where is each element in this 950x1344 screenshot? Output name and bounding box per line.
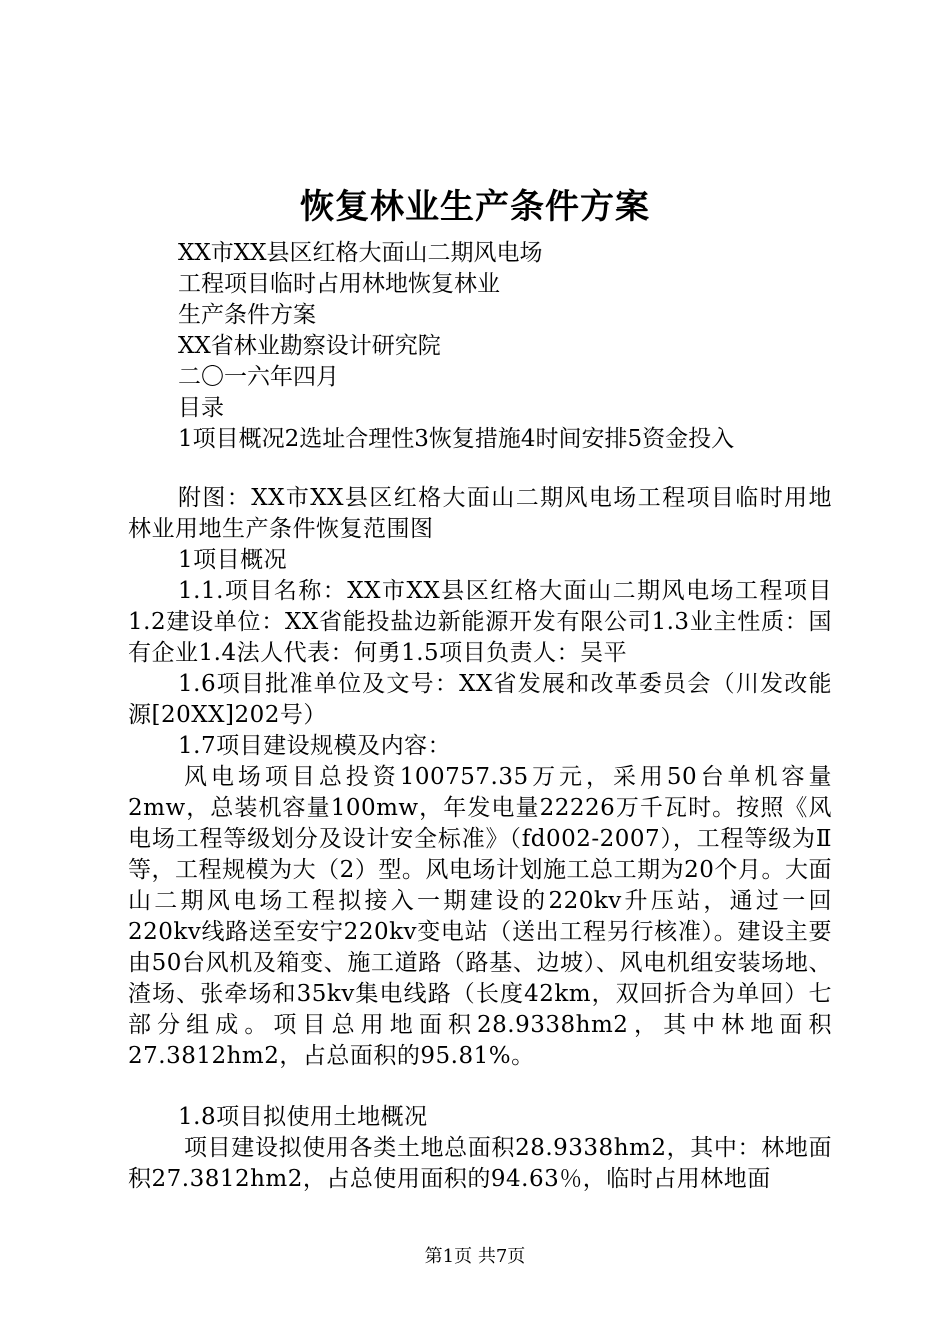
subsection-1-7-heading: 1.7项目建设规模及内容： [178,733,452,759]
spacer [128,1072,832,1102]
cover-organization: XX省林业勘察设计研究院 [178,333,441,359]
subsection-1-8-heading: 1.8项目拟使用土地概况 [178,1104,428,1130]
appendix-note: 附图：XX市XX县区红格大面山二期风电场工程项目临时用地林业用地生产条件恢复范围图 [128,485,832,542]
cover-line-2: 工程项目临时占用林地恢复林业 [178,271,500,297]
page-footer: 第1页 共7页 [424,1246,526,1267]
document-body [128,238,832,1195]
toc-items: 1项目概况2选址合理性3恢复措施4时间安排5资金投入 [178,426,735,452]
paragraph-1-1: 1.1.项目名称：XX市XX县区红格大面山二期风电场工程项目1.2建设单位：XX省能投盐边新能源开发有限公司1.3业主性质：国有企业1.4法人代表：何勇1.5项目负责人：吴平 [128,578,832,666]
cover-line-3: 生产条件方案 [178,302,316,328]
cover-date: 二〇一六年四月 [178,364,339,390]
document-title: 恢复林业生产条件方案 [300,187,650,227]
toc-heading: 目录 [178,395,224,421]
cover-line-1: XX市XX县区红格大面山二期风电场 [178,240,543,266]
paragraph-1-6: 1.6项目批准单位及文号：XX省发展和改革委员会（川发改能源[20XX]202号） [128,671,832,728]
section-1-heading: 1项目概况 [178,547,288,573]
paragraph-1-7-body: 风电场项目总投资100757.35万元，采用50台单机容量2mw，总装机容量100mw，年发电量22226万千瓦时。按照《风电场工程等级划分及设计安全标准》（fd002-2007），工程等级为Ⅱ等，工程规模为大（2）型。风电场计划施工总工期为20个月。大面山二期风电场工程拟接入一期建设的220kv升压站，通过一回220kv线路送至安宁220kv变电站（送出工程另行核准）。建设主要由50台风机及箱变、施工道路（路基、边坡）、风电机组安装场地、渣场、张牵场和35kv集电线路（长度42km，双回折合为单回）七部分组成。项目总用地面积28.9338hm2，其中林地面积27.3812hm2，占总面积的95.81%。 [128,764,832,1069]
paragraph-1-8-body: 项目建设拟使用各类土地总面积28.9338hm2，其中：林地面积27.3812hm2，占总使用面积的94.63％，临时占用林地面 [128,1135,832,1192]
spacer [128,455,832,483]
